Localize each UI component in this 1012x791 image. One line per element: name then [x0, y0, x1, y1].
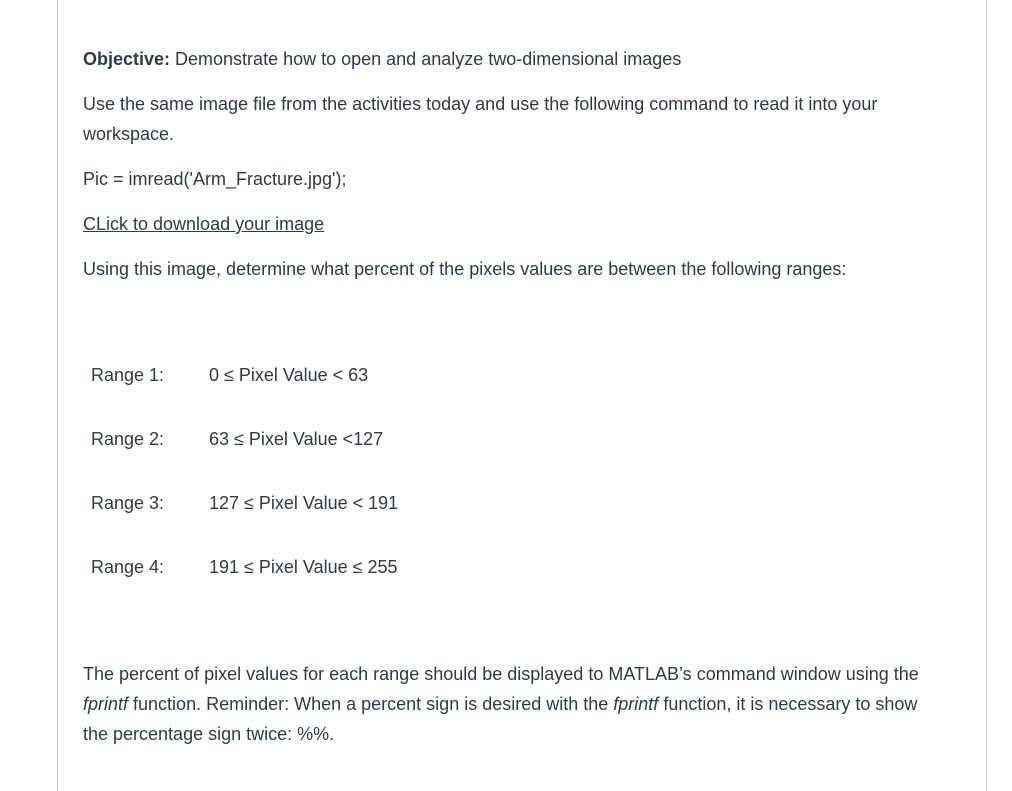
range-row-4	[91, 552, 398, 582]
range-value: 127 ≤ Pixel Value < 191	[209, 493, 399, 513]
percent-note-part1: The percent of pixel values for each range should be displayed to MATLAB’s command window using the	[83, 664, 919, 684]
using-image-paragraph: Using this image, determine what percent of the pixels values are between the following ranges:	[83, 259, 847, 279]
imread-command: Pic = imread('Arm_Fracture.jpg');	[83, 169, 347, 189]
percent-note-part3: function, it is necessary to show the percentage sign twice: %%.	[83, 694, 918, 744]
objective-text: Demonstrate how to open and analyze two-dimensional images	[170, 49, 682, 69]
range-value: 191 ≤ Pixel Value ≤ 255	[209, 557, 398, 577]
download-image-link[interactable]: CLick to download your image	[83, 214, 325, 234]
fprintf-function-2: fprintf	[613, 694, 659, 714]
range-row-2	[91, 424, 383, 454]
objective-label: Objective:	[83, 49, 171, 69]
range-label: Range 3:	[91, 493, 165, 513]
instructions-paragraph: Use the same image file from the activities today and use the following command to read it into your workspace.	[83, 94, 878, 144]
fprintf-function-1: fprintf	[83, 694, 129, 714]
range-value: 63 ≤ Pixel Value <127	[209, 429, 384, 449]
range-value: 0 ≤ Pixel Value < 63	[209, 365, 369, 385]
percent-note-part2: function. Reminder: When a percent sign is desired with the	[128, 694, 614, 714]
range-label: Range 4:	[91, 557, 165, 577]
range-label: Range 2:	[91, 429, 165, 449]
objective-paragraph	[83, 44, 681, 74]
range-label: Range 1:	[91, 365, 165, 385]
percent-note-paragraph	[83, 659, 943, 749]
range-row-1	[91, 360, 368, 390]
range-row-3	[91, 488, 398, 518]
